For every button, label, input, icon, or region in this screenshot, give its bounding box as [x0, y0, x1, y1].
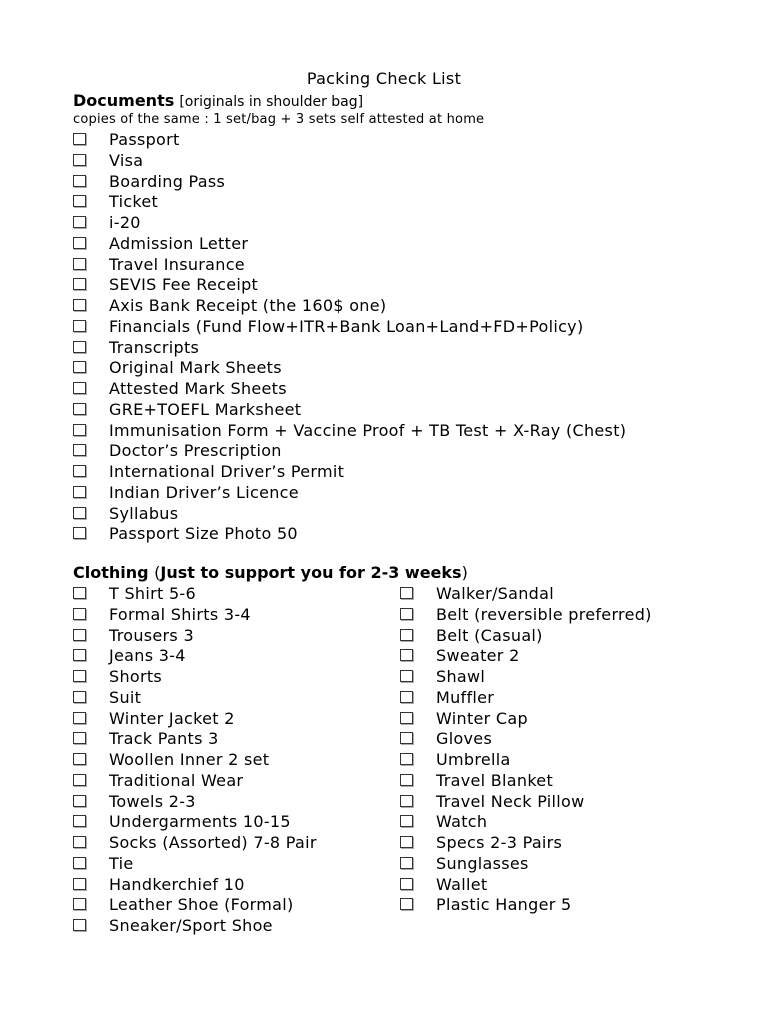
checkbox[interactable] [73, 712, 86, 724]
checklist-item-label: Woollen Inner 2 set [109, 750, 270, 769]
clothing-checklist-left [73, 584, 393, 938]
checkbox[interactable] [400, 629, 413, 641]
checkbox[interactable] [73, 587, 86, 599]
checkbox[interactable] [73, 299, 86, 311]
checkbox[interactable] [73, 898, 86, 910]
checkbox[interactable] [73, 341, 86, 353]
checklist-item-label: Travel Blanket [436, 770, 554, 790]
checklist-item-label: Formal Shirts 3-4 [109, 604, 251, 624]
checklist-item-label: GRE+TOEFL Marksheet [109, 399, 302, 419]
checklist-item-label: Attested Mark Sheets [109, 379, 287, 398]
checklist-item-label: Watch [436, 812, 488, 832]
checkbox[interactable] [73, 258, 86, 270]
clothing-heading [73, 563, 468, 582]
checklist-item-label: Winter Jacket 2 [109, 708, 235, 728]
checkbox[interactable] [73, 732, 86, 744]
checkbox[interactable] [73, 237, 86, 249]
checklist-item-label: SEVIS Fee Receipt [109, 275, 259, 295]
checklist-item-label: Winter Cap [436, 708, 528, 728]
checkbox[interactable] [400, 649, 413, 661]
checkbox[interactable] [400, 898, 413, 910]
checklist-item-label: Original Mark Sheets [109, 358, 282, 378]
checkbox[interactable] [400, 815, 413, 827]
checklist-item-label: Muffler [436, 687, 495, 707]
checklist-item-label: Socks (Assorted) 7-8 Pair [109, 833, 317, 852]
checkbox[interactable] [400, 774, 413, 786]
checklist-item-label: Ticket [109, 192, 159, 212]
checkbox[interactable] [73, 133, 86, 145]
documents-checklist [73, 130, 713, 546]
checklist-item-label: Handkerchief 10 [109, 874, 245, 894]
checklist-item-label: Shawl [436, 667, 486, 686]
checkbox[interactable] [73, 278, 86, 290]
checkbox[interactable] [73, 836, 86, 848]
checklist-item-label: Belt (Casual) [436, 625, 543, 645]
checklist-item-label: Belt (reversible preferred) [436, 604, 652, 624]
checkbox[interactable] [73, 486, 86, 498]
checkbox[interactable] [400, 608, 413, 620]
clothing-checklist-right [400, 584, 720, 918]
documents-heading-note: [originals in shoulder bag] [179, 94, 364, 110]
checklist-item-label: Track Pants 3 [109, 729, 219, 749]
checkbox[interactable] [73, 154, 86, 166]
checklist-item-label: Undergarments 10-15 [109, 812, 291, 832]
checkbox[interactable] [73, 670, 86, 682]
checkbox[interactable] [73, 815, 86, 827]
clothing-heading-label: Clothing [73, 563, 149, 582]
checklist-item-label: Passport Size Photo 50 [109, 524, 298, 544]
checklist-item-label: Sneaker/Sport Shoe [109, 916, 273, 935]
checkbox[interactable] [73, 175, 86, 187]
checklist-item-label: Umbrella [436, 750, 511, 769]
checklist-item-label: Travel Neck Pillow [436, 791, 585, 811]
documents-heading-label: Documents [73, 91, 175, 110]
checkbox[interactable] [400, 691, 413, 703]
checklist-item-label: Syllabus [109, 503, 179, 523]
checkbox[interactable] [400, 712, 413, 724]
checklist-item-label: Visa [109, 150, 144, 170]
checklist-item-label: Shorts [109, 667, 163, 686]
checklist-item-label: i-20 [109, 213, 141, 232]
checkbox[interactable] [73, 691, 86, 703]
documents-heading [73, 91, 363, 110]
checkbox[interactable] [73, 629, 86, 641]
checklist-item-label: Financials (Fund Flow+ITR+Bank Loan+Land+FD+Policy) [109, 316, 584, 336]
checklist-item-label: Walker/Sandal [436, 584, 554, 603]
checkbox[interactable] [400, 795, 413, 807]
checklist-item-label: Admission Letter [109, 233, 249, 253]
checklist-item-label: Travel Insurance [109, 254, 245, 274]
checkbox[interactable] [400, 587, 413, 599]
checklist-item-label: Specs 2-3 Pairs [436, 833, 563, 852]
checkbox[interactable] [73, 878, 86, 890]
checkbox[interactable] [73, 919, 86, 931]
checkbox[interactable] [73, 382, 86, 394]
checklist-item-label: Leather Shoe (Formal) [109, 895, 294, 915]
checkbox[interactable] [400, 857, 413, 869]
checkbox[interactable] [73, 216, 86, 228]
checkbox[interactable] [400, 836, 413, 848]
checklist-item-label: Passport [109, 130, 180, 149]
checkbox[interactable] [400, 670, 413, 682]
checklist-item-label: Immunisation Form + Vaccine Proof + TB Test + X-Ray (Chest) [109, 420, 627, 440]
page-title: Packing Check List [306, 69, 462, 88]
clothing-heading-paren-open: ( [154, 563, 161, 582]
checklist-item-label: Towels 2-3 [109, 791, 196, 811]
checklist-item-label: International Driver’s Permit [109, 462, 345, 481]
checkbox[interactable] [73, 465, 86, 477]
checklist-item-label: Plastic Hanger 5 [436, 895, 572, 915]
checkbox[interactable] [73, 774, 86, 786]
checkbox[interactable] [400, 878, 413, 890]
checklist-item-label: Tie [109, 853, 134, 873]
checklist-item-label: Trousers 3 [109, 625, 194, 645]
checkbox[interactable] [73, 195, 86, 207]
checkbox[interactable] [73, 753, 86, 765]
checkbox[interactable] [400, 732, 413, 744]
checklist-item-label: Sunglasses [436, 853, 529, 873]
checkbox[interactable] [73, 444, 86, 456]
checklist-item-label: Indian Driver’s Licence [109, 482, 299, 502]
checkbox[interactable] [73, 857, 86, 869]
checkbox[interactable] [73, 507, 86, 519]
checkbox[interactable] [73, 608, 86, 620]
checkbox[interactable] [73, 361, 86, 373]
clothing-heading-detail: Just to support you for 2-3 weeks [160, 563, 462, 582]
checkbox[interactable] [73, 649, 86, 661]
checklist-item-label: Doctor’s Prescription [109, 441, 282, 461]
checklist-item-label: Suit [109, 687, 142, 707]
checkbox[interactable] [73, 424, 86, 436]
checkbox[interactable] [73, 320, 86, 332]
checklist-item-label: Traditional Wear [109, 770, 244, 790]
clothing-heading-paren-close: ) [461, 563, 468, 582]
checkbox[interactable] [73, 403, 86, 415]
checklist-item-label: Gloves [436, 729, 493, 749]
checklist-item-label: Axis Bank Receipt (the 160$ one) [109, 296, 387, 315]
checklist-item-label: Jeans 3-4 [109, 646, 186, 666]
documents-subnote: copies of the same : 1 set/bag + 3 sets self attested at home [73, 112, 485, 127]
checklist-item-label: Wallet [436, 874, 488, 894]
checklist-item-label: T Shirt 5-6 [109, 584, 196, 603]
checklist-item-label: Boarding Pass [109, 171, 226, 191]
checklist-item-label: Transcripts [109, 337, 200, 357]
checkbox[interactable] [73, 527, 86, 539]
checkbox[interactable] [73, 795, 86, 807]
checklist-item-label: Sweater 2 [436, 646, 520, 666]
checkbox[interactable] [400, 753, 413, 765]
